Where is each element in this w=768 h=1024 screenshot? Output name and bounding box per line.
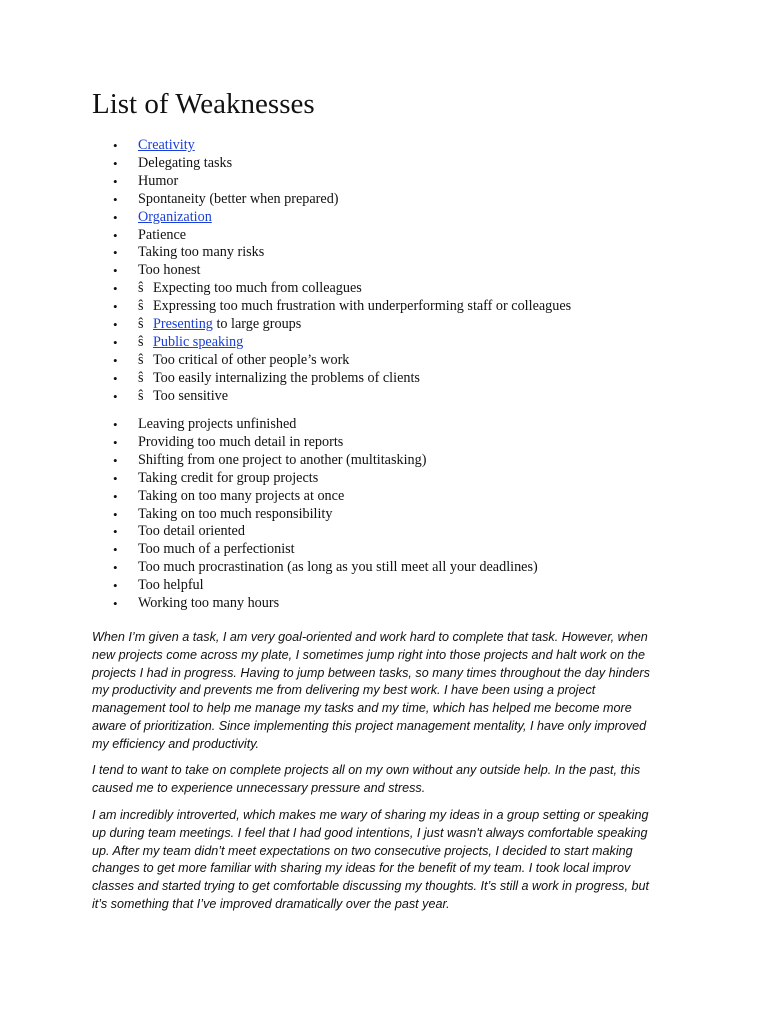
list-item xyxy=(0,352,571,370)
list-item xyxy=(0,388,571,406)
list-item xyxy=(0,523,538,541)
list-item-label: Too helpful xyxy=(138,577,204,594)
list-glyph: ŝ xyxy=(138,369,144,386)
bullet-icon: • xyxy=(113,352,118,368)
weakness-list-1 xyxy=(0,137,571,406)
bullet-icon: • xyxy=(113,317,118,333)
list-item xyxy=(0,262,571,280)
bullet-icon: • xyxy=(113,138,118,153)
list-item xyxy=(0,173,571,191)
bullet-icon: • xyxy=(113,334,118,350)
list-item-label: Leaving projects unfinished xyxy=(138,416,297,432)
list-item xyxy=(0,541,538,559)
bullet-icon: • xyxy=(113,155,118,171)
list-item-label: Too critical of other people’s work xyxy=(153,351,350,368)
bullet-icon: • xyxy=(113,506,118,522)
list-item xyxy=(0,370,571,388)
list-item[interactable] xyxy=(0,334,571,352)
bullet-icon: • xyxy=(113,263,118,279)
bullet-icon: • xyxy=(113,434,118,450)
paragraph-3 xyxy=(92,807,682,914)
bullet-icon: • xyxy=(113,227,118,243)
list-item-label: Too much of a perfectionist xyxy=(138,541,295,558)
list-item-label: Shifting from one project to another (multitasking) xyxy=(138,451,427,468)
list-item[interactable] xyxy=(0,137,571,155)
list-item-label: Taking credit for group projects xyxy=(138,469,319,486)
list-item-label: Expecting too much from colleagues xyxy=(153,280,362,297)
bullet-icon: • xyxy=(113,388,118,404)
list-item xyxy=(0,280,571,298)
bullet-icon: • xyxy=(113,596,118,612)
list-item xyxy=(0,244,571,262)
bullet-icon: • xyxy=(113,417,118,432)
bullet-icon: • xyxy=(113,245,118,261)
list-item-link[interactable]: Creativity xyxy=(138,137,195,153)
list-item xyxy=(0,506,538,524)
list-item xyxy=(0,298,571,316)
list-item-label: Expressing too much frustration with underperforming staff or colleagues xyxy=(153,298,572,315)
list-item-link[interactable]: Public speaking xyxy=(153,333,244,350)
list-item xyxy=(0,416,538,434)
list-item-label: Humor xyxy=(138,172,179,189)
list-item xyxy=(0,577,538,595)
list-item[interactable] xyxy=(0,316,571,334)
list-item-label: Too sensitive xyxy=(153,387,229,404)
list-item-link[interactable]: Organization xyxy=(138,208,212,225)
list-item-label: Spontaneity (better when prepared) xyxy=(138,190,339,207)
bullet-icon: • xyxy=(113,470,118,486)
paragraph-line: aware of prioritization. Since implementing this project management mentality, I have only improved xyxy=(92,718,647,733)
list-item-label: Too easily internalizing the problems of clients xyxy=(153,369,420,386)
list-item-label: Taking too many risks xyxy=(138,244,265,261)
list-item xyxy=(0,227,571,245)
list-glyph: ŝ xyxy=(138,387,144,404)
list-item xyxy=(0,155,571,173)
bullet-icon: • xyxy=(113,281,118,297)
paragraph-line: management tool to help me manage my tasks and my time, which has helped me become more xyxy=(92,701,632,716)
list-item xyxy=(0,595,538,613)
list-item-label: Too detail oriented xyxy=(138,523,245,540)
list-item-label: Too honest xyxy=(138,262,201,279)
paragraph-line: changes to get more familiar with sharing my ideas for the benefit of my team. I took local improv xyxy=(92,861,631,876)
paragraph-2 xyxy=(92,762,682,798)
list-item-suffix: to large groups xyxy=(212,316,302,333)
paragraph-line: projects I had in progress. Having to jump between tasks, so many times throughout the day hinders xyxy=(92,665,650,680)
bullet-icon: • xyxy=(113,191,118,207)
bullet-icon: • xyxy=(113,299,118,315)
paragraph-1 xyxy=(92,629,682,754)
paragraph-line: my efficiency and productivity. xyxy=(92,736,260,751)
list-glyph: ŝ xyxy=(138,333,144,350)
list-item-label: Working too many hours xyxy=(138,595,280,612)
bullet-icon: • xyxy=(113,209,118,225)
bullet-icon: • xyxy=(113,488,118,504)
list-item-label: Too much procrastination (as long as you still meet all your deadlines) xyxy=(138,559,538,576)
bullet-icon: • xyxy=(113,578,118,594)
bullet-icon: • xyxy=(113,452,118,468)
bullet-icon: • xyxy=(113,560,118,576)
paragraph-line: I tend to want to take on complete projects all on my own without any outside help. In the past, this xyxy=(92,763,641,777)
paragraph-line: new projects come across my plate, I sometimes jump right into those projects and halt work on the xyxy=(92,647,645,662)
bullet-icon: • xyxy=(113,173,118,189)
list-glyph: ŝ xyxy=(138,351,144,368)
list-item xyxy=(0,470,538,488)
list-item xyxy=(0,559,538,577)
list-item xyxy=(0,191,571,209)
list-glyph: ŝ xyxy=(138,280,144,297)
paragraph-line: my productivity and prevents me from delivering my best work. I have been using a project xyxy=(92,683,596,698)
weakness-list-2 xyxy=(0,416,538,613)
list-item xyxy=(0,434,538,452)
list-glyph: ŝ xyxy=(138,298,144,315)
paragraph-line: classes and started trying to get comfortable discussing my thoughts. It’s still a work in progress, but xyxy=(92,879,649,894)
list-glyph: ŝ xyxy=(138,316,144,333)
bullet-icon: • xyxy=(113,542,118,558)
paragraph-line: it’s something that I’ve improved dramatically over the past year. xyxy=(92,896,450,911)
list-item xyxy=(0,488,538,506)
paragraph-line: When I’m given a task, I am very goal-oriented and work hard to complete that task. However, when xyxy=(92,630,648,644)
list-item-label: Providing too much detail in reports xyxy=(138,433,344,450)
paragraph-line: I am incredibly introverted, which makes me wary of sharing my ideas in a group setting or speaking xyxy=(92,808,649,822)
page-title: List of Weaknesses xyxy=(92,88,315,120)
list-item[interactable] xyxy=(0,209,571,227)
list-item-label: Delegating tasks xyxy=(138,154,233,171)
paragraph-line: up. After my team didn’t meet expectations on two consecutive projects, I decided to start making xyxy=(92,843,633,858)
paragraph-line: caused me to experience unnecessary pressure and stress. xyxy=(92,780,426,795)
list-item-label: Patience xyxy=(138,226,187,243)
list-item xyxy=(0,452,538,470)
bullet-icon: • xyxy=(113,524,118,540)
list-item-label: Taking on too much responsibility xyxy=(138,505,333,522)
paragraph-line: up during team meetings. I feel that I had good intentions, I just wasn't always comfortable speaking xyxy=(92,825,648,840)
list-item-link[interactable]: Presenting xyxy=(153,316,213,333)
list-item-label: Taking on too many projects at once xyxy=(138,487,345,504)
bullet-icon: • xyxy=(113,370,118,386)
